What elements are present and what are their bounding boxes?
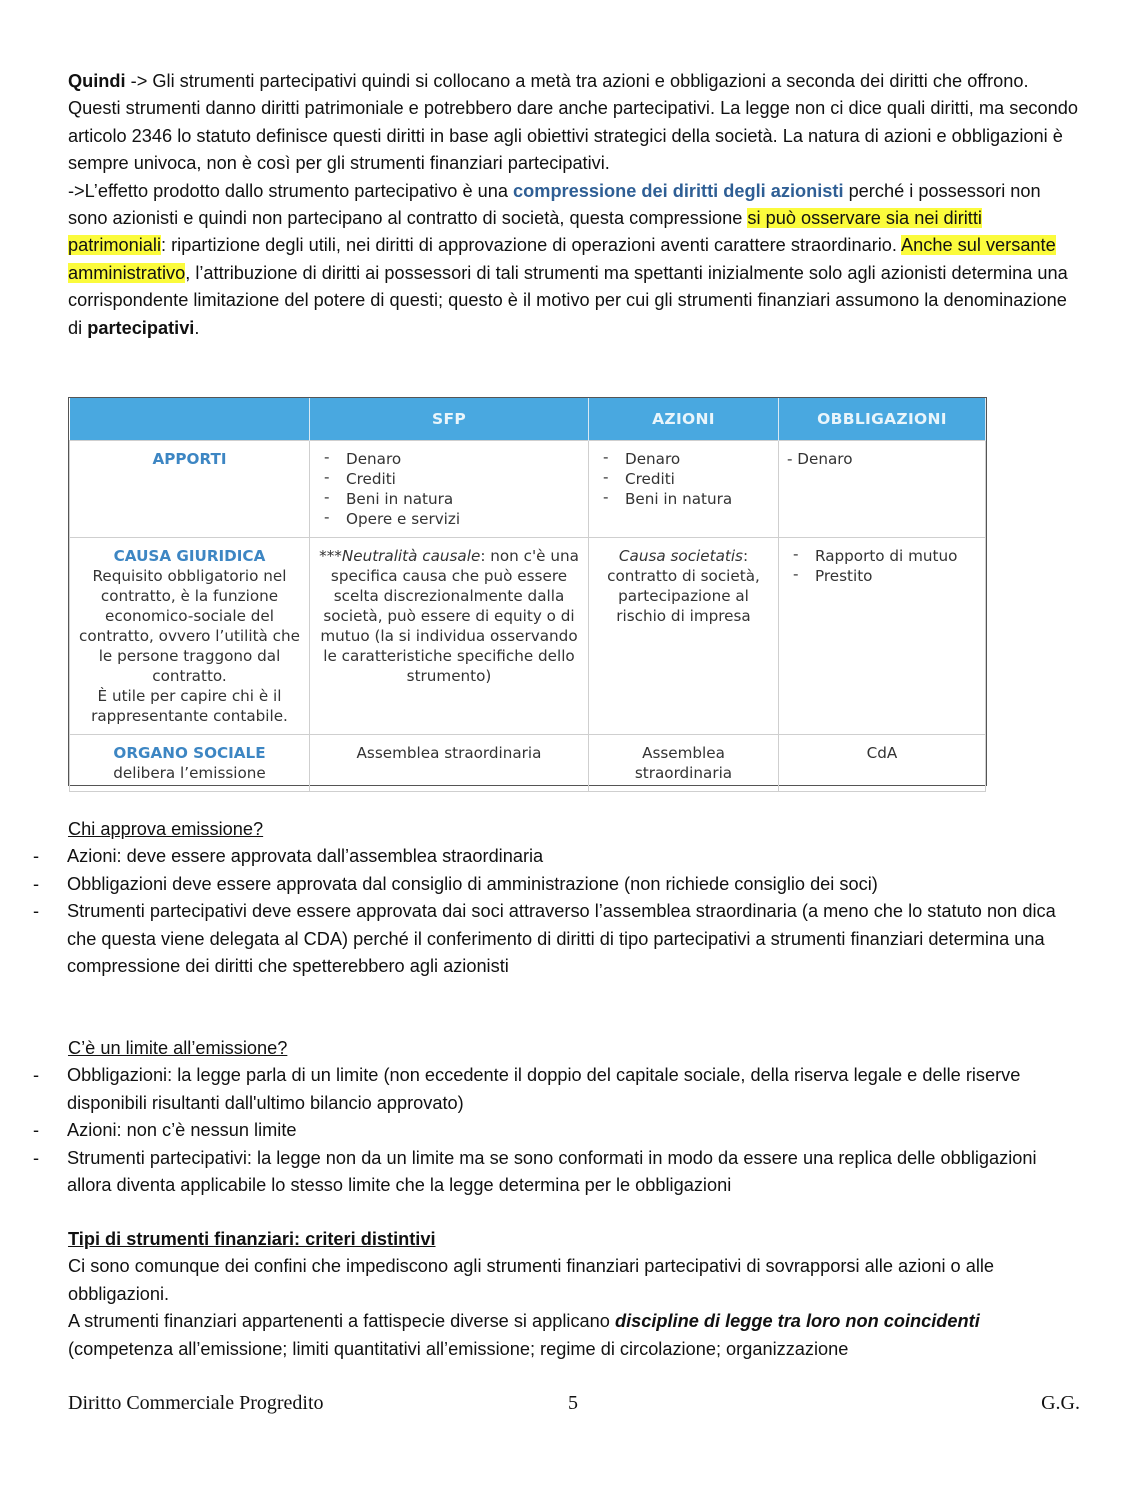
footer-title: Diritto Commerciale Progredito bbox=[68, 1392, 324, 1414]
list-item: - Strumenti partecipativi: la legge non da un limite ma se sono conformati in modo da essere una replica delle obbligazioni allora diventa applicabile lo stesso limite che la legge determina per le obbligazioni bbox=[0, 1145, 1080, 1200]
list-item: - Obbligazioni deve essere approvata dal consiglio di amministrazione (non richiede consiglio dei soci) bbox=[0, 871, 1080, 898]
organo-sfp-cell: Assemblea straordinaria bbox=[310, 735, 589, 792]
highlight-blue-phrase: compressione dei diritti degli azionisti bbox=[513, 180, 844, 201]
intro-text bbox=[68, 68, 1080, 342]
organo-label-cell: ORGANO SOCIALE delibera l’emissione bbox=[70, 735, 310, 792]
organo-obbligazioni-cell: CdA bbox=[779, 735, 986, 792]
comparison-table bbox=[68, 397, 987, 786]
list-item: - Azioni: non c’è nessun limite bbox=[0, 1117, 1080, 1144]
header-empty bbox=[70, 398, 310, 441]
apporti-sfp-cell: - Denaro - Crediti - Beni in natura - Opere e servizi bbox=[310, 441, 589, 538]
table-header-row bbox=[70, 398, 986, 441]
section-types bbox=[68, 1226, 1080, 1363]
causa-azioni-cell: Causa societatis: contratto di società, partecipazione al rischio di impresa bbox=[589, 538, 779, 735]
section-approval bbox=[68, 816, 1080, 980]
intro-paragraph-2: ->L’effetto prodotto dallo strumento partecipativo è una compressione dei diritti degli azionisti perché i possessori non sono azionisti e quindi non partecipano al contratto di società, questa compressione si può osservare sia nei diritti patrimoniali: ripartizione degli utili, nei diritti di approvazione di operazioni aventi carattere straordinario. Anche sul versante amministrativo, l’attribuzione di diritti ai possessori di tali strumenti ma spettanti inizialmente solo agli azionisti determina una corrispondente limitazione del potere di questi; questo è il motivo per cui gli strumenti finanziari assumono la denominazione di partecipativi. bbox=[68, 180, 1068, 338]
section-limit-title: C’è un limite all’emissione? bbox=[68, 1038, 288, 1058]
highlight-yellow-2: Anche sul versante amministrativo bbox=[68, 235, 1056, 283]
organo-azioni-cell: Assemblea straordinaria bbox=[589, 735, 779, 792]
list-item: - Strumenti partecipativi deve essere approvata dai soci attraverso l’assemblea straordinaria (a meno che lo statuto non dica che questa viene delegata al CDA) perché il conferimento di diritti di tipo partecipativi a strumenti finanziari determina una compressione dei diritti che spetterebbero agli azionisti bbox=[0, 898, 1080, 980]
section-limit bbox=[68, 1035, 1080, 1199]
intro-paragraph-1: Quindi -> Gli strumenti partecipativi quindi si collocano a metà tra azioni e obbligazioni a seconda dei diritti che offrono. Questi strumenti danno diritti patrimoniale e potrebbero dare anche partecipativi. La legge non ci dice quali diritti, ma secondo articolo 2346 lo statuto definisce questi diritti in base agli obiettivi strategici della società. La natura di azioni e obbligazioni è sempre univoca, non è così per gli strumenti finanziari partecipativi. bbox=[68, 71, 1078, 174]
footer-author: G.G. bbox=[1041, 1392, 1080, 1414]
causa-sfp-cell: ***Neutralità causale: non c'è una specifica causa che può essere scelta discrezionalmente dalla società, può essere di equity o di mutuo (la si individua osservando le caratteristiche specifiche dello strumento) bbox=[310, 538, 589, 735]
table-row-apporti bbox=[70, 441, 986, 538]
table-row-organo bbox=[70, 735, 986, 792]
header-sfp: SFP bbox=[310, 398, 589, 441]
section-types-paragraph-1: Ci sono comunque dei confini che impediscono agli strumenti finanziari partecipativi di sovrapporsi alle azioni o alle obbligazioni. bbox=[68, 1256, 995, 1304]
header-azioni: AZIONI bbox=[589, 398, 779, 441]
apporti-label-cell: APPORTI bbox=[70, 441, 310, 538]
section-approval-title: Chi approva emissione? bbox=[68, 819, 264, 839]
intro-lead: Quindi bbox=[68, 71, 126, 91]
table-row-causa bbox=[70, 538, 986, 735]
list-item: - Azioni: deve essere approvata dall’assemblea straordinaria bbox=[0, 843, 1080, 870]
causa-obbligazioni-cell: - Rapporto di mutuo - Prestito bbox=[779, 538, 986, 735]
section-types-title: Tipi di strumenti finanziari: criteri distintivi bbox=[68, 1229, 436, 1249]
list-item: - Obbligazioni: la legge parla di un limite (non eccedente il doppio del capitale sociale, della riserva legale e delle riserve disponibili risultanti dall'ultimo bilancio approvato) bbox=[0, 1062, 1080, 1117]
apporti-obbligazioni-cell: - Denaro bbox=[779, 441, 986, 538]
section-types-paragraph-2: A strumenti finanziari appartenenti a fattispecie diverse si applicano discipline di legge tra loro non coincidenti (competenza all’emissione; limiti quantitativi all’emissione; regime di circolazione; organizzazione bbox=[68, 1311, 980, 1359]
causa-label-cell: CAUSA GIURIDICA Requisito obbligatorio nel contratto, è la funzione economico-sociale del contratto, ovvero l’utilità che le persone traggono dal contratto. È utile per capire chi è il rappresentante contabile. bbox=[70, 538, 310, 735]
apporti-azioni-cell: - Denaro - Crediti - Beni in natura bbox=[589, 441, 779, 538]
highlight-yellow-1: si può osservare sia nei diritti patrimoniali bbox=[68, 208, 982, 256]
page-number: 5 bbox=[568, 1392, 578, 1414]
header-obbligazioni: OBBLIGAZIONI bbox=[779, 398, 986, 441]
